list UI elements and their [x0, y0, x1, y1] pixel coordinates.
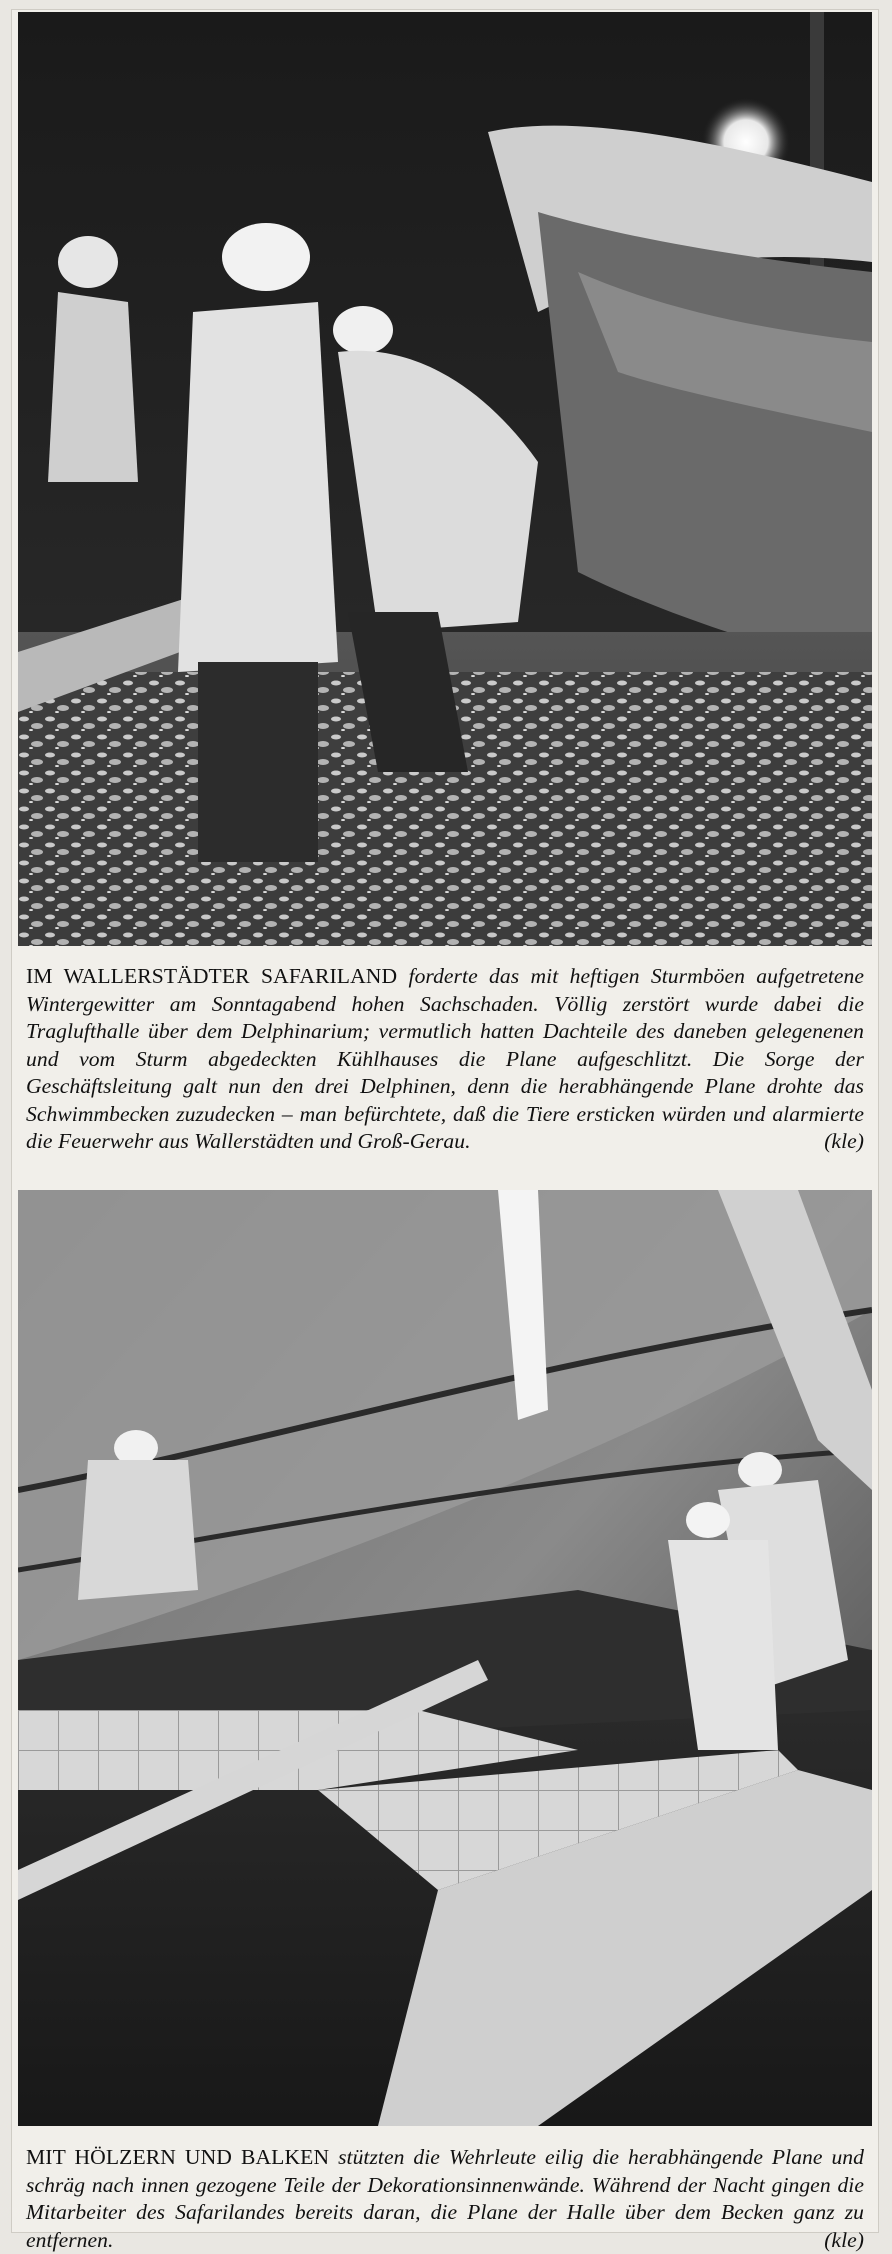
caption-top-text: forderte das mit heftigen Sturmböen aufgetretene Wintergewitter am Sonntagabend hohen Sachschaden. Völlig zerstört wurde dabei die Traglufthalle über dem Delphinarium; vermutlich hatten Dachteile des daneben gelegenenen und vom Sturm abgedeckten Kühlhauses die Plane aufgeschlitzt. Die Sorge der Geschäftsleitung galt nun den drei Delphinen, denn die herabhängende Plane drohte das Schwimmbecken zuzudecken – man befürchtete, daß die Tiere ersticken würden und alarmierte die Feuerwehr aus Wallerstädten und Groß-Gerau.	[26, 964, 864, 1153]
caption-bottom	[26, 2144, 864, 2254]
caption-top-lead: IM WALLERSTÄDTER SAFARILAND	[26, 964, 397, 988]
caption-bottom-text: stützten die Wehrleute eilig die herabhängende Plane und schräg nach innen gezogene Teile der Dekorationsinnenwände. Während der Nacht gingen die Mitarbeiter des Safarilandes bereits daran, die Plane der Halle über dem Becken ganz zu entfernen.	[26, 2145, 864, 2252]
caption-bottom-credit: (kle)	[824, 2227, 864, 2254]
caption-bottom-lead: MIT HÖLZERN UND BALKEN	[26, 2145, 329, 2169]
caption-top	[26, 963, 864, 1156]
newspaper-clipping	[12, 10, 878, 2232]
caption-top-credit: (kle)	[824, 1128, 864, 1156]
photo-pool-tarp	[18, 1190, 872, 2126]
photo-pool-tarp-image	[18, 1190, 872, 2126]
photo-firefighters-tarp-image	[18, 12, 872, 946]
photo-firefighters-tarp	[18, 12, 872, 946]
